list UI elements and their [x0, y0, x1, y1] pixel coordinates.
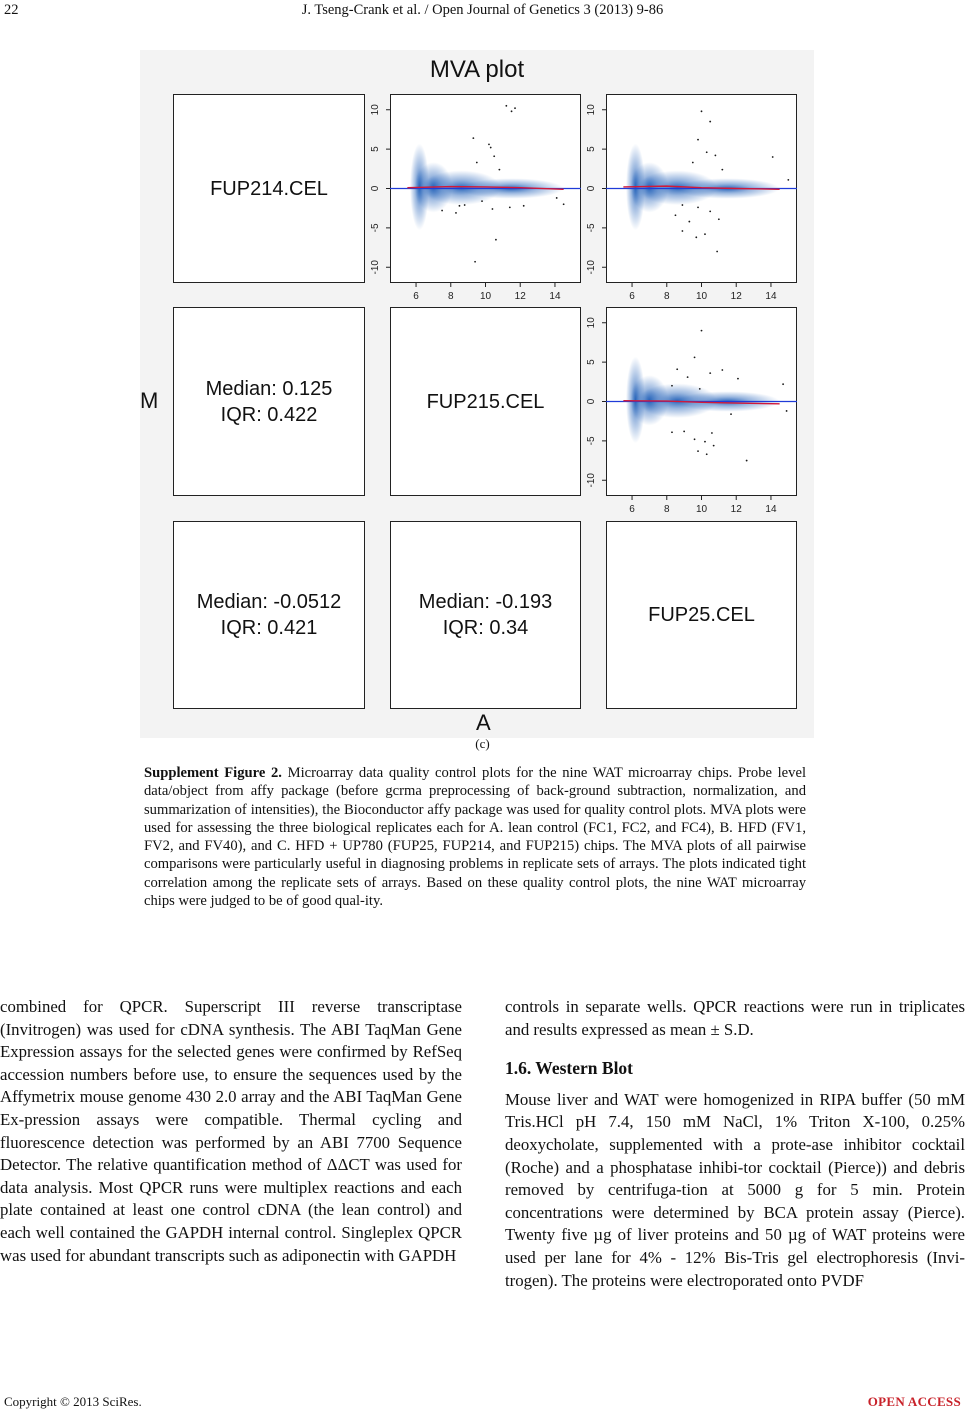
outlier-point — [683, 431, 685, 433]
array-name: FUP214.CEL — [210, 177, 328, 200]
x-tick-label: 8 — [663, 291, 670, 302]
outlier-point — [730, 413, 732, 415]
median-value: Median: -0.193 — [418, 591, 553, 613]
outlier-point — [472, 137, 474, 139]
outlier-point — [563, 203, 565, 205]
array-name: FUP25.CEL — [648, 604, 755, 626]
outlier-point — [682, 204, 684, 206]
outlier-point — [694, 357, 696, 359]
outlier-point — [782, 383, 784, 385]
section-heading: 1.6. Western Blot — [505, 1058, 634, 1079]
panel-stats-fup214-fup25 — [173, 521, 365, 709]
figure-sublabel: (c) — [475, 736, 490, 751]
y-tick-label: 0 — [586, 185, 597, 192]
outlier-point — [688, 221, 690, 223]
outlier-point — [505, 105, 507, 107]
y-tick-label: 10 — [370, 104, 381, 116]
outlier-point — [556, 197, 558, 199]
x-tick-label: 14 — [765, 291, 777, 302]
panel-fup25-label — [606, 521, 797, 709]
outlier-point — [675, 214, 677, 216]
x-tick-label: 12 — [514, 291, 526, 302]
right-column — [505, 996, 965, 1292]
outlier-point — [697, 450, 699, 452]
x-tick-label: 12 — [730, 291, 742, 302]
outlier-point — [498, 169, 500, 171]
outlier-point — [464, 204, 466, 206]
right-column-body: Mouse liver and WAT were homogenized in RIPA buffer (50 mM Tris.HCl pH 7.4, 150 mM NaCl, 1% Triton X-100, 0.25% deoxycholate, supplemented with a prote-ase inhibitor cocktail (Roche) and a phosphatase inhibi-tor cocktail (Pierce)) and debris removed by centrifuga-tion at 5000 g for 5 min. Protein concentrations were determined by BCA protein assay (Pierce). Twenty five µg of liver proteins and 50 µg of WAT proteins were used per lane for 4% - 12% Bis-Tris gel electrophoresis (Invi-trogen). The proteins were electroporated onto PVDF — [505, 1089, 965, 1290]
mva-axes-2 — [582, 307, 797, 520]
y-tick-label: 5 — [586, 359, 597, 365]
y-tick-label: 0 — [370, 185, 381, 192]
mva-axes-1 — [582, 94, 797, 307]
outlier-point — [459, 205, 461, 207]
outlier-point — [509, 207, 511, 209]
figure-title: MVA plot — [429, 56, 525, 83]
caption-text: Microarray data quality control plots for the nine WAT microarray chips. Probe level data/object from affy package (before gcrma preprocessing of back-ground subtraction, normalization, and summarization of intensities), the Bioconductor affy package was used for quality control plots. MVA plots were used for assessing the three biological replicates each for A. lean control (FC1, FC2, and FC4), B. HFD (FV1, FV2, and FV40), and C. HFD + UP780 (FUP25, FUP214, and FUP215) chips. The MVA plots of all pairwise comparisons were particularly useful in diagnosing problems in replicate sets of arrays. The plots indicated tight correlation among the replicate sets of arrays. Based on these quality control plots, the nine WAT microarray chips were judged to be of good qual-ity. — [144, 765, 806, 910]
array-name: FUP215.CEL — [426, 390, 545, 413]
panel-stats-fup214-fup215 — [173, 307, 365, 496]
iqr-value: IQR: 0.421 — [220, 617, 318, 639]
y-axis-label: M — [140, 388, 159, 413]
outlier-point — [694, 438, 696, 440]
outlier-point — [706, 151, 708, 153]
outlier-point — [704, 233, 706, 235]
outlier-point — [709, 121, 711, 123]
right-column-intro: controls in separate wells. QPCR reactions were run in triplicates and results expressed as mean ± S.D. — [505, 997, 965, 1039]
outlier-point — [714, 155, 716, 157]
x-tick-label: 10 — [695, 291, 708, 302]
y-tick-label: -10 — [586, 260, 597, 275]
outlier-point — [514, 107, 516, 109]
outlier-point — [455, 212, 457, 214]
outlier-point — [692, 162, 694, 164]
outlier-point — [786, 410, 788, 412]
y-tick-label: -10 — [586, 473, 597, 488]
outlier-point — [787, 179, 789, 181]
x-tick-label: 8 — [663, 504, 670, 515]
outlier-point — [671, 431, 673, 433]
outlier-point — [671, 385, 673, 387]
iqr-value: IQR: 0.422 — [220, 403, 318, 426]
outlier-point — [488, 144, 490, 146]
y-tick-label: -5 — [586, 436, 597, 446]
outlier-point — [511, 110, 513, 112]
x-axis-label: A — [476, 710, 491, 735]
outlier-point — [721, 169, 723, 171]
caption-label: Supplement Figure 2. — [144, 765, 282, 781]
outlier-point — [697, 139, 699, 141]
y-tick-label: 5 — [370, 146, 381, 152]
outlier-point — [718, 218, 720, 220]
y-tick-label: 5 — [586, 146, 597, 152]
outlier-point — [701, 330, 703, 332]
outlier-point — [523, 205, 525, 207]
page-number: 22 — [4, 2, 19, 18]
outlier-point — [687, 376, 689, 378]
y-tick-label: 10 — [586, 317, 597, 329]
outlier-point — [481, 200, 483, 202]
outlier-point — [493, 155, 495, 157]
y-tick-label: -10 — [370, 260, 381, 275]
left-column — [0, 996, 462, 1267]
outlier-point — [721, 369, 723, 371]
outlier-point — [474, 261, 476, 263]
left-column-text: combined for QPCR. Superscript III reverse transcriptase (Invitrogen) was used for cDNA synthesis. The ABI TaqMan Gene Expression assays for the selected genes were confirmed by RefSeq accession numbers before use, to ensure the sequences used by the Affymetrix mouse genome 430 2.0 array and the ABI TaqMan Gene Ex-pression assays were compatible. Thermal cycling and fluorescence detection was performed by an ABI 7700 Sequence Detector. The relative quantification method of ΔΔCT was used for data analysis. Most QPCR runs were multiplex reactions and each plate contained at least one control cDNA (the lean control) and each well contained the GAPDH internal control. Singleplex QPCR was used for abundant transcripts such as adiponectin with GAPDH — [0, 997, 462, 1265]
outlier-point — [713, 445, 715, 447]
outlier-point — [492, 208, 494, 210]
panel-fup214-label — [173, 94, 365, 283]
outlier-point — [699, 388, 701, 390]
x-tick-label: 14 — [549, 291, 561, 302]
outlier-point — [709, 372, 711, 374]
median-value: Median: 0.125 — [205, 377, 333, 400]
outlier-point — [697, 207, 699, 209]
outlier-point — [441, 210, 443, 212]
outlier-point — [676, 368, 678, 370]
mva-axes-0 — [366, 94, 581, 307]
x-tick-label: 10 — [695, 504, 708, 515]
running-head: J. Tseng-Crank et al. / Open Journal of Genetics 3 (2013) 9-86 — [301, 2, 664, 18]
y-tick-label: -5 — [370, 223, 381, 233]
outlier-point — [701, 110, 703, 112]
outlier-point — [476, 162, 478, 164]
x-tick-label: 12 — [730, 504, 742, 515]
outlier-point — [704, 441, 706, 443]
outlier-point — [746, 460, 748, 462]
outlier-point — [711, 432, 713, 434]
outlier-point — [716, 251, 718, 253]
outlier-point — [495, 239, 497, 241]
x-tick-label: 10 — [479, 291, 492, 302]
y-tick-label: -5 — [586, 223, 597, 233]
panel-stats-fup215-fup25 — [390, 521, 581, 709]
x-tick-label: 14 — [765, 504, 777, 515]
iqr-value: IQR: 0.34 — [442, 617, 529, 639]
x-tick-label: 6 — [629, 504, 635, 515]
copyright: Copyright © 2013 SciRes. — [4, 1394, 142, 1409]
panel-fup215-label — [390, 307, 581, 496]
x-tick-label: 6 — [629, 291, 635, 302]
median-value: Median: -0.0512 — [196, 591, 342, 613]
outlier-point — [695, 236, 697, 238]
outlier-point — [490, 147, 492, 149]
outlier-point — [737, 378, 739, 380]
x-tick-label: 8 — [447, 291, 454, 302]
outlier-point — [772, 156, 774, 158]
outlier-point — [709, 210, 711, 212]
x-tick-label: 6 — [413, 291, 419, 302]
outlier-point — [706, 453, 708, 455]
open-access-badge: OPEN ACCESS — [867, 1394, 961, 1409]
y-tick-label: 0 — [586, 398, 597, 405]
outlier-point — [682, 230, 684, 232]
y-tick-label: 10 — [586, 104, 597, 116]
figure-caption — [144, 764, 806, 910]
